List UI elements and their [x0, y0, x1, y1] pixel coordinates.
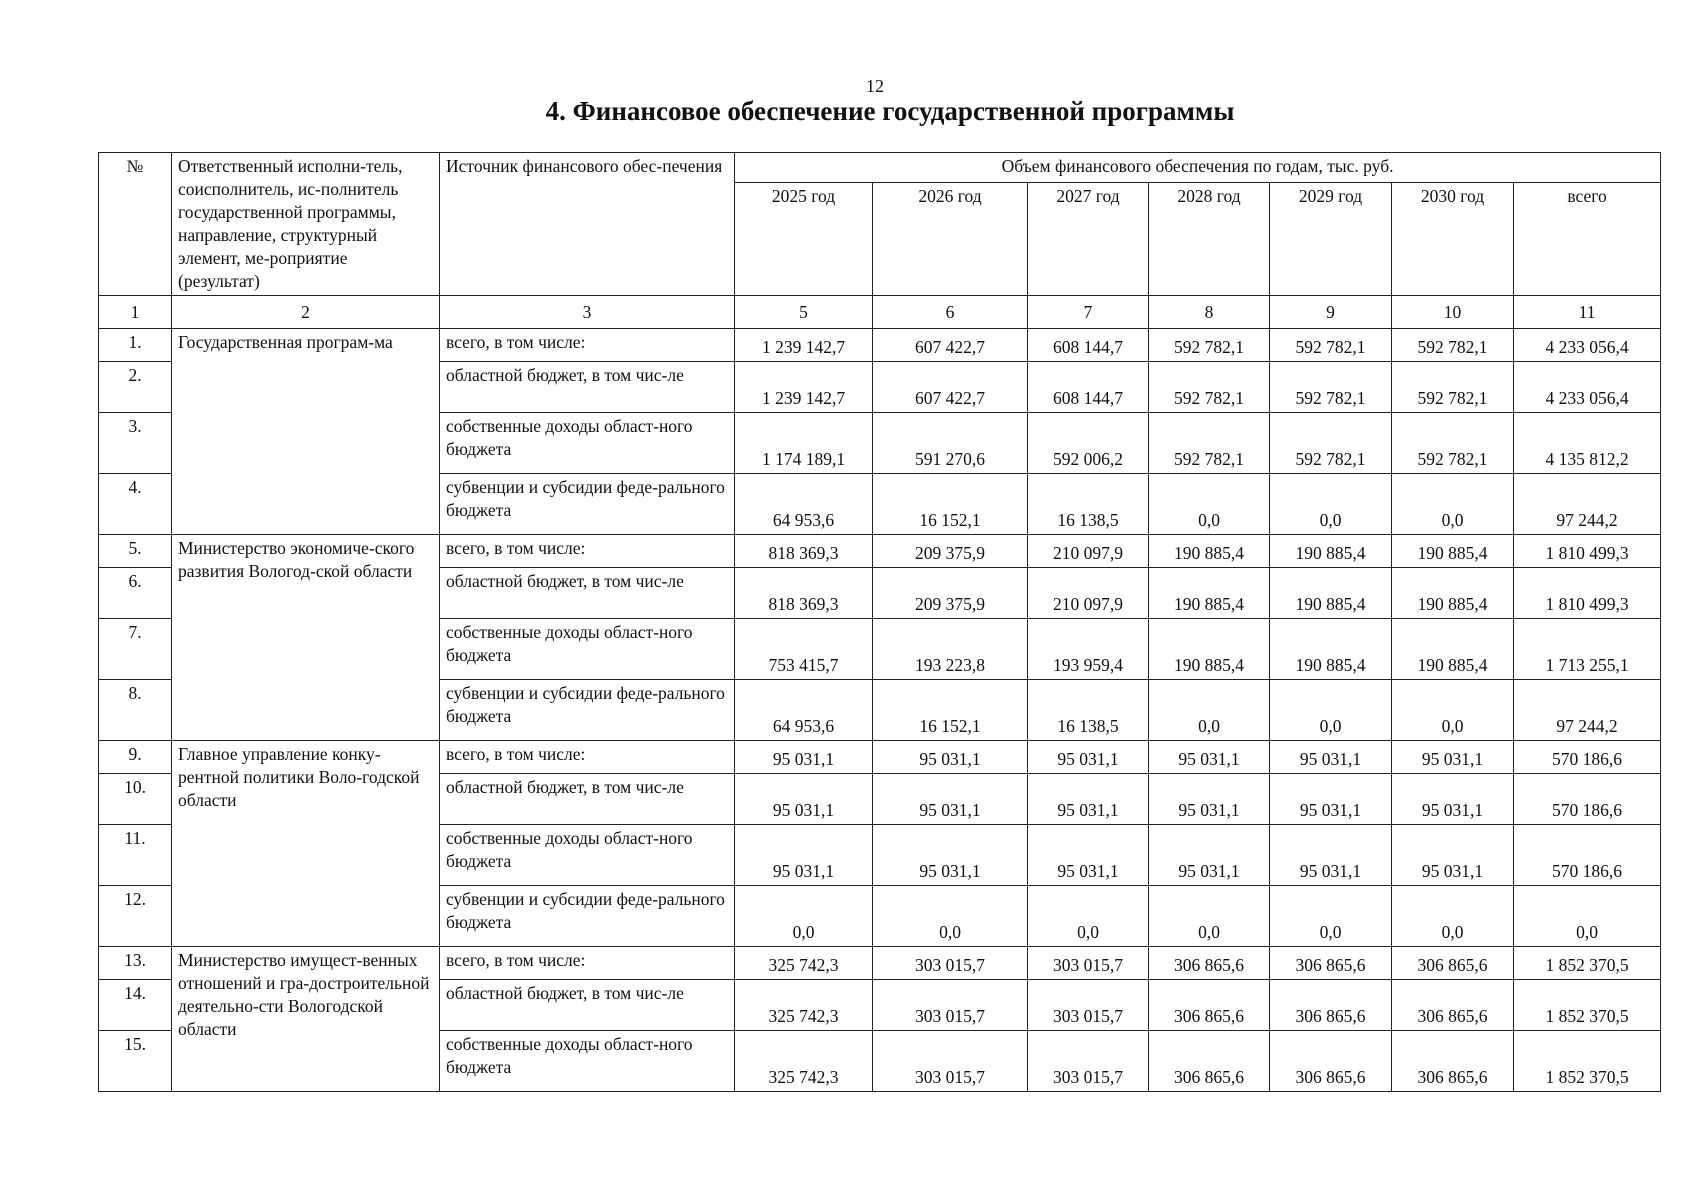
year-value: 190 885,4: [1270, 619, 1392, 680]
row-number: 9.: [99, 741, 172, 774]
year-value: 190 885,4: [1149, 535, 1270, 568]
year-value: 95 031,1: [735, 774, 873, 825]
year-value: 95 031,1: [1028, 825, 1149, 886]
year-value: 753 415,7: [735, 619, 873, 680]
year-value: 1 239 142,7: [735, 362, 873, 413]
row-number: 8.: [99, 680, 172, 741]
year-value: 95 031,1: [1270, 741, 1392, 774]
total-value: 1 852 370,5: [1514, 947, 1661, 980]
year-value: 592 782,1: [1149, 413, 1270, 474]
year-value: 16 138,5: [1028, 680, 1149, 741]
year-value: 325 742,3: [735, 947, 873, 980]
row-number: 13.: [99, 947, 172, 980]
year-value: 190 885,4: [1392, 535, 1514, 568]
row-number: 15.: [99, 1031, 172, 1092]
year-value: 16 152,1: [873, 680, 1028, 741]
row-number: 1.: [99, 329, 172, 362]
column-number: 7: [1028, 296, 1149, 329]
year-value: 0,0: [735, 886, 873, 947]
year-value: 95 031,1: [873, 825, 1028, 886]
year-value: 16 152,1: [873, 474, 1028, 535]
year-value: 303 015,7: [873, 947, 1028, 980]
year-value: 193 959,4: [1028, 619, 1149, 680]
total-value: 4 135 812,2: [1514, 413, 1661, 474]
year-value: 95 031,1: [1149, 774, 1270, 825]
year-value: 209 375,9: [873, 535, 1028, 568]
source-cell: областной бюджет, в том чис-ле: [440, 980, 735, 1031]
year-value: 592 782,1: [1270, 329, 1392, 362]
year-value: 591 270,6: [873, 413, 1028, 474]
total-value: 570 186,6: [1514, 825, 1661, 886]
year-value: 95 031,1: [735, 825, 873, 886]
header-source: Источник финансового обес-печения: [440, 153, 735, 296]
year-value: 64 953,6: [735, 474, 873, 535]
source-cell: всего, в том числе:: [440, 535, 735, 568]
year-value: 592 006,2: [1028, 413, 1149, 474]
year-value: 608 144,7: [1028, 362, 1149, 413]
row-number: 2.: [99, 362, 172, 413]
table-row: [99, 535, 1661, 568]
page-number: 12: [866, 76, 884, 96]
table-row: [99, 329, 1661, 362]
year-value: 306 865,6: [1392, 947, 1514, 980]
year-value: 303 015,7: [1028, 1031, 1149, 1092]
year-value: 1 174 189,1: [735, 413, 873, 474]
year-value: 95 031,1: [1149, 825, 1270, 886]
total-value: 570 186,6: [1514, 774, 1661, 825]
column-number: 5: [735, 296, 873, 329]
year-value: 325 742,3: [735, 980, 873, 1031]
source-cell: субвенции и субсидии феде-рального бюджета: [440, 886, 735, 947]
row-number: 14.: [99, 980, 172, 1031]
source-cell: собственные доходы област-ного бюджета: [440, 413, 735, 474]
year-value: 0,0: [1028, 886, 1149, 947]
total-value: 4 233 056,4: [1514, 329, 1661, 362]
year-value: 0,0: [1149, 886, 1270, 947]
header-executor: Ответственный исполни-тель, соисполнитель, ис-полнитель государственной программы, направление, структурный элемент, ме-роприятие (результат): [172, 153, 440, 296]
year-value: 0,0: [1270, 474, 1392, 535]
total-value: 570 186,6: [1514, 741, 1661, 774]
column-numbers-row: [99, 296, 1661, 329]
source-cell: областной бюджет, в том чис-ле: [440, 568, 735, 619]
year-value: 607 422,7: [873, 329, 1028, 362]
year-value: 303 015,7: [873, 980, 1028, 1031]
total-value: 0,0: [1514, 886, 1661, 947]
row-number: 4.: [99, 474, 172, 535]
source-cell: всего, в том числе:: [440, 329, 735, 362]
year-value: 95 031,1: [873, 741, 1028, 774]
column-number: 8: [1149, 296, 1270, 329]
year-value: 0,0: [873, 886, 1028, 947]
source-cell: субвенции и субсидии феде-рального бюджета: [440, 680, 735, 741]
year-value: 306 865,6: [1270, 947, 1392, 980]
year-value: 190 885,4: [1392, 568, 1514, 619]
year-value: 1 239 142,7: [735, 329, 873, 362]
header-year: 2028 год: [1149, 183, 1270, 296]
year-value: 592 782,1: [1149, 329, 1270, 362]
year-value: 306 865,6: [1149, 1031, 1270, 1092]
header-year: 2025 год: [735, 183, 873, 296]
row-number: 5.: [99, 535, 172, 568]
year-value: 95 031,1: [1392, 741, 1514, 774]
year-value: 190 885,4: [1149, 619, 1270, 680]
total-value: 1 810 499,3: [1514, 568, 1661, 619]
total-value: 1 852 370,5: [1514, 1031, 1661, 1092]
year-value: 306 865,6: [1149, 980, 1270, 1031]
column-number: 1: [99, 296, 172, 329]
header-total: всего: [1514, 183, 1661, 296]
year-value: 592 782,1: [1392, 413, 1514, 474]
row-number: 3.: [99, 413, 172, 474]
header-year: 2030 год: [1392, 183, 1514, 296]
total-value: 1 713 255,1: [1514, 619, 1661, 680]
year-value: 592 782,1: [1270, 362, 1392, 413]
financing-table: [98, 152, 1661, 1092]
year-value: 95 031,1: [1392, 825, 1514, 886]
row-number: 10.: [99, 774, 172, 825]
column-number: 11: [1514, 296, 1661, 329]
year-value: 190 885,4: [1270, 535, 1392, 568]
year-value: 592 782,1: [1149, 362, 1270, 413]
year-value: 0,0: [1392, 886, 1514, 947]
source-cell: собственные доходы област-ного бюджета: [440, 825, 735, 886]
executor-cell: Министерство имущест-венных отношений и гра-достроительной деятельно-сти Вологодской области: [172, 947, 440, 1092]
year-value: 592 782,1: [1392, 362, 1514, 413]
year-value: 209 375,9: [873, 568, 1028, 619]
total-value: 1 852 370,5: [1514, 980, 1661, 1031]
row-number: 7.: [99, 619, 172, 680]
year-value: 303 015,7: [873, 1031, 1028, 1092]
section-title: 4. Финансовое обеспечение государственной программы: [545, 96, 1235, 126]
total-value: 1 810 499,3: [1514, 535, 1661, 568]
column-number: 2: [172, 296, 440, 329]
year-value: 306 865,6: [1392, 1031, 1514, 1092]
year-value: 0,0: [1270, 886, 1392, 947]
total-value: 97 244,2: [1514, 680, 1661, 741]
year-value: 95 031,1: [1392, 774, 1514, 825]
source-cell: областной бюджет, в том чис-ле: [440, 362, 735, 413]
column-number: 6: [873, 296, 1028, 329]
year-value: 0,0: [1149, 474, 1270, 535]
year-value: 210 097,9: [1028, 535, 1149, 568]
year-value: 303 015,7: [1028, 980, 1149, 1031]
year-value: 95 031,1: [1149, 741, 1270, 774]
total-value: 97 244,2: [1514, 474, 1661, 535]
year-value: 306 865,6: [1392, 980, 1514, 1031]
year-value: 592 782,1: [1270, 413, 1392, 474]
year-value: 95 031,1: [873, 774, 1028, 825]
table-row: [99, 741, 1661, 774]
column-number: 3: [440, 296, 735, 329]
row-number: 6.: [99, 568, 172, 619]
year-value: 190 885,4: [1392, 619, 1514, 680]
year-value: 0,0: [1149, 680, 1270, 741]
source-cell: всего, в том числе:: [440, 947, 735, 980]
header-year: 2029 год: [1270, 183, 1392, 296]
table-body: [99, 329, 1661, 1092]
year-value: 306 865,6: [1270, 980, 1392, 1031]
source-cell: областной бюджет, в том чис-ле: [440, 774, 735, 825]
year-value: 95 031,1: [1028, 741, 1149, 774]
year-value: 210 097,9: [1028, 568, 1149, 619]
column-number: 9: [1270, 296, 1392, 329]
year-value: 592 782,1: [1392, 329, 1514, 362]
year-value: 95 031,1: [735, 741, 873, 774]
year-value: 190 885,4: [1270, 568, 1392, 619]
header-year: 2026 год: [873, 183, 1028, 296]
year-value: 607 422,7: [873, 362, 1028, 413]
year-value: 190 885,4: [1149, 568, 1270, 619]
year-value: 818 369,3: [735, 535, 873, 568]
year-value: 95 031,1: [1028, 774, 1149, 825]
column-number: 10: [1392, 296, 1514, 329]
year-value: 95 031,1: [1270, 825, 1392, 886]
row-number: 11.: [99, 825, 172, 886]
source-cell: субвенции и субсидии феде-рального бюджета: [440, 474, 735, 535]
year-value: 64 953,6: [735, 680, 873, 741]
year-value: 16 138,5: [1028, 474, 1149, 535]
year-value: 325 742,3: [735, 1031, 873, 1092]
total-value: 4 233 056,4: [1514, 362, 1661, 413]
table-row: [99, 947, 1661, 980]
year-value: 0,0: [1392, 680, 1514, 741]
year-value: 306 865,6: [1149, 947, 1270, 980]
year-value: 608 144,7: [1028, 329, 1149, 362]
year-value: 303 015,7: [1028, 947, 1149, 980]
header-number: №: [99, 153, 172, 296]
year-value: 818 369,3: [735, 568, 873, 619]
source-cell: собственные доходы област-ного бюджета: [440, 1031, 735, 1092]
executor-cell: Государственная програм-ма: [172, 329, 440, 535]
header-volume: Объем финансового обеспечения по годам, тыс. руб.: [735, 153, 1661, 183]
source-cell: собственные доходы област-ного бюджета: [440, 619, 735, 680]
row-number: 12.: [99, 886, 172, 947]
year-value: 95 031,1: [1270, 774, 1392, 825]
year-value: 306 865,6: [1270, 1031, 1392, 1092]
executor-cell: Главное управление конку-рентной политики Воло-годской области: [172, 741, 440, 947]
year-value: 0,0: [1270, 680, 1392, 741]
year-value: 0,0: [1392, 474, 1514, 535]
source-cell: всего, в том числе:: [440, 741, 735, 774]
year-value: 193 223,8: [873, 619, 1028, 680]
header-year: 2027 год: [1028, 183, 1149, 296]
executor-cell: Министерство экономиче-ского развития Вологод-ской области: [172, 535, 440, 741]
